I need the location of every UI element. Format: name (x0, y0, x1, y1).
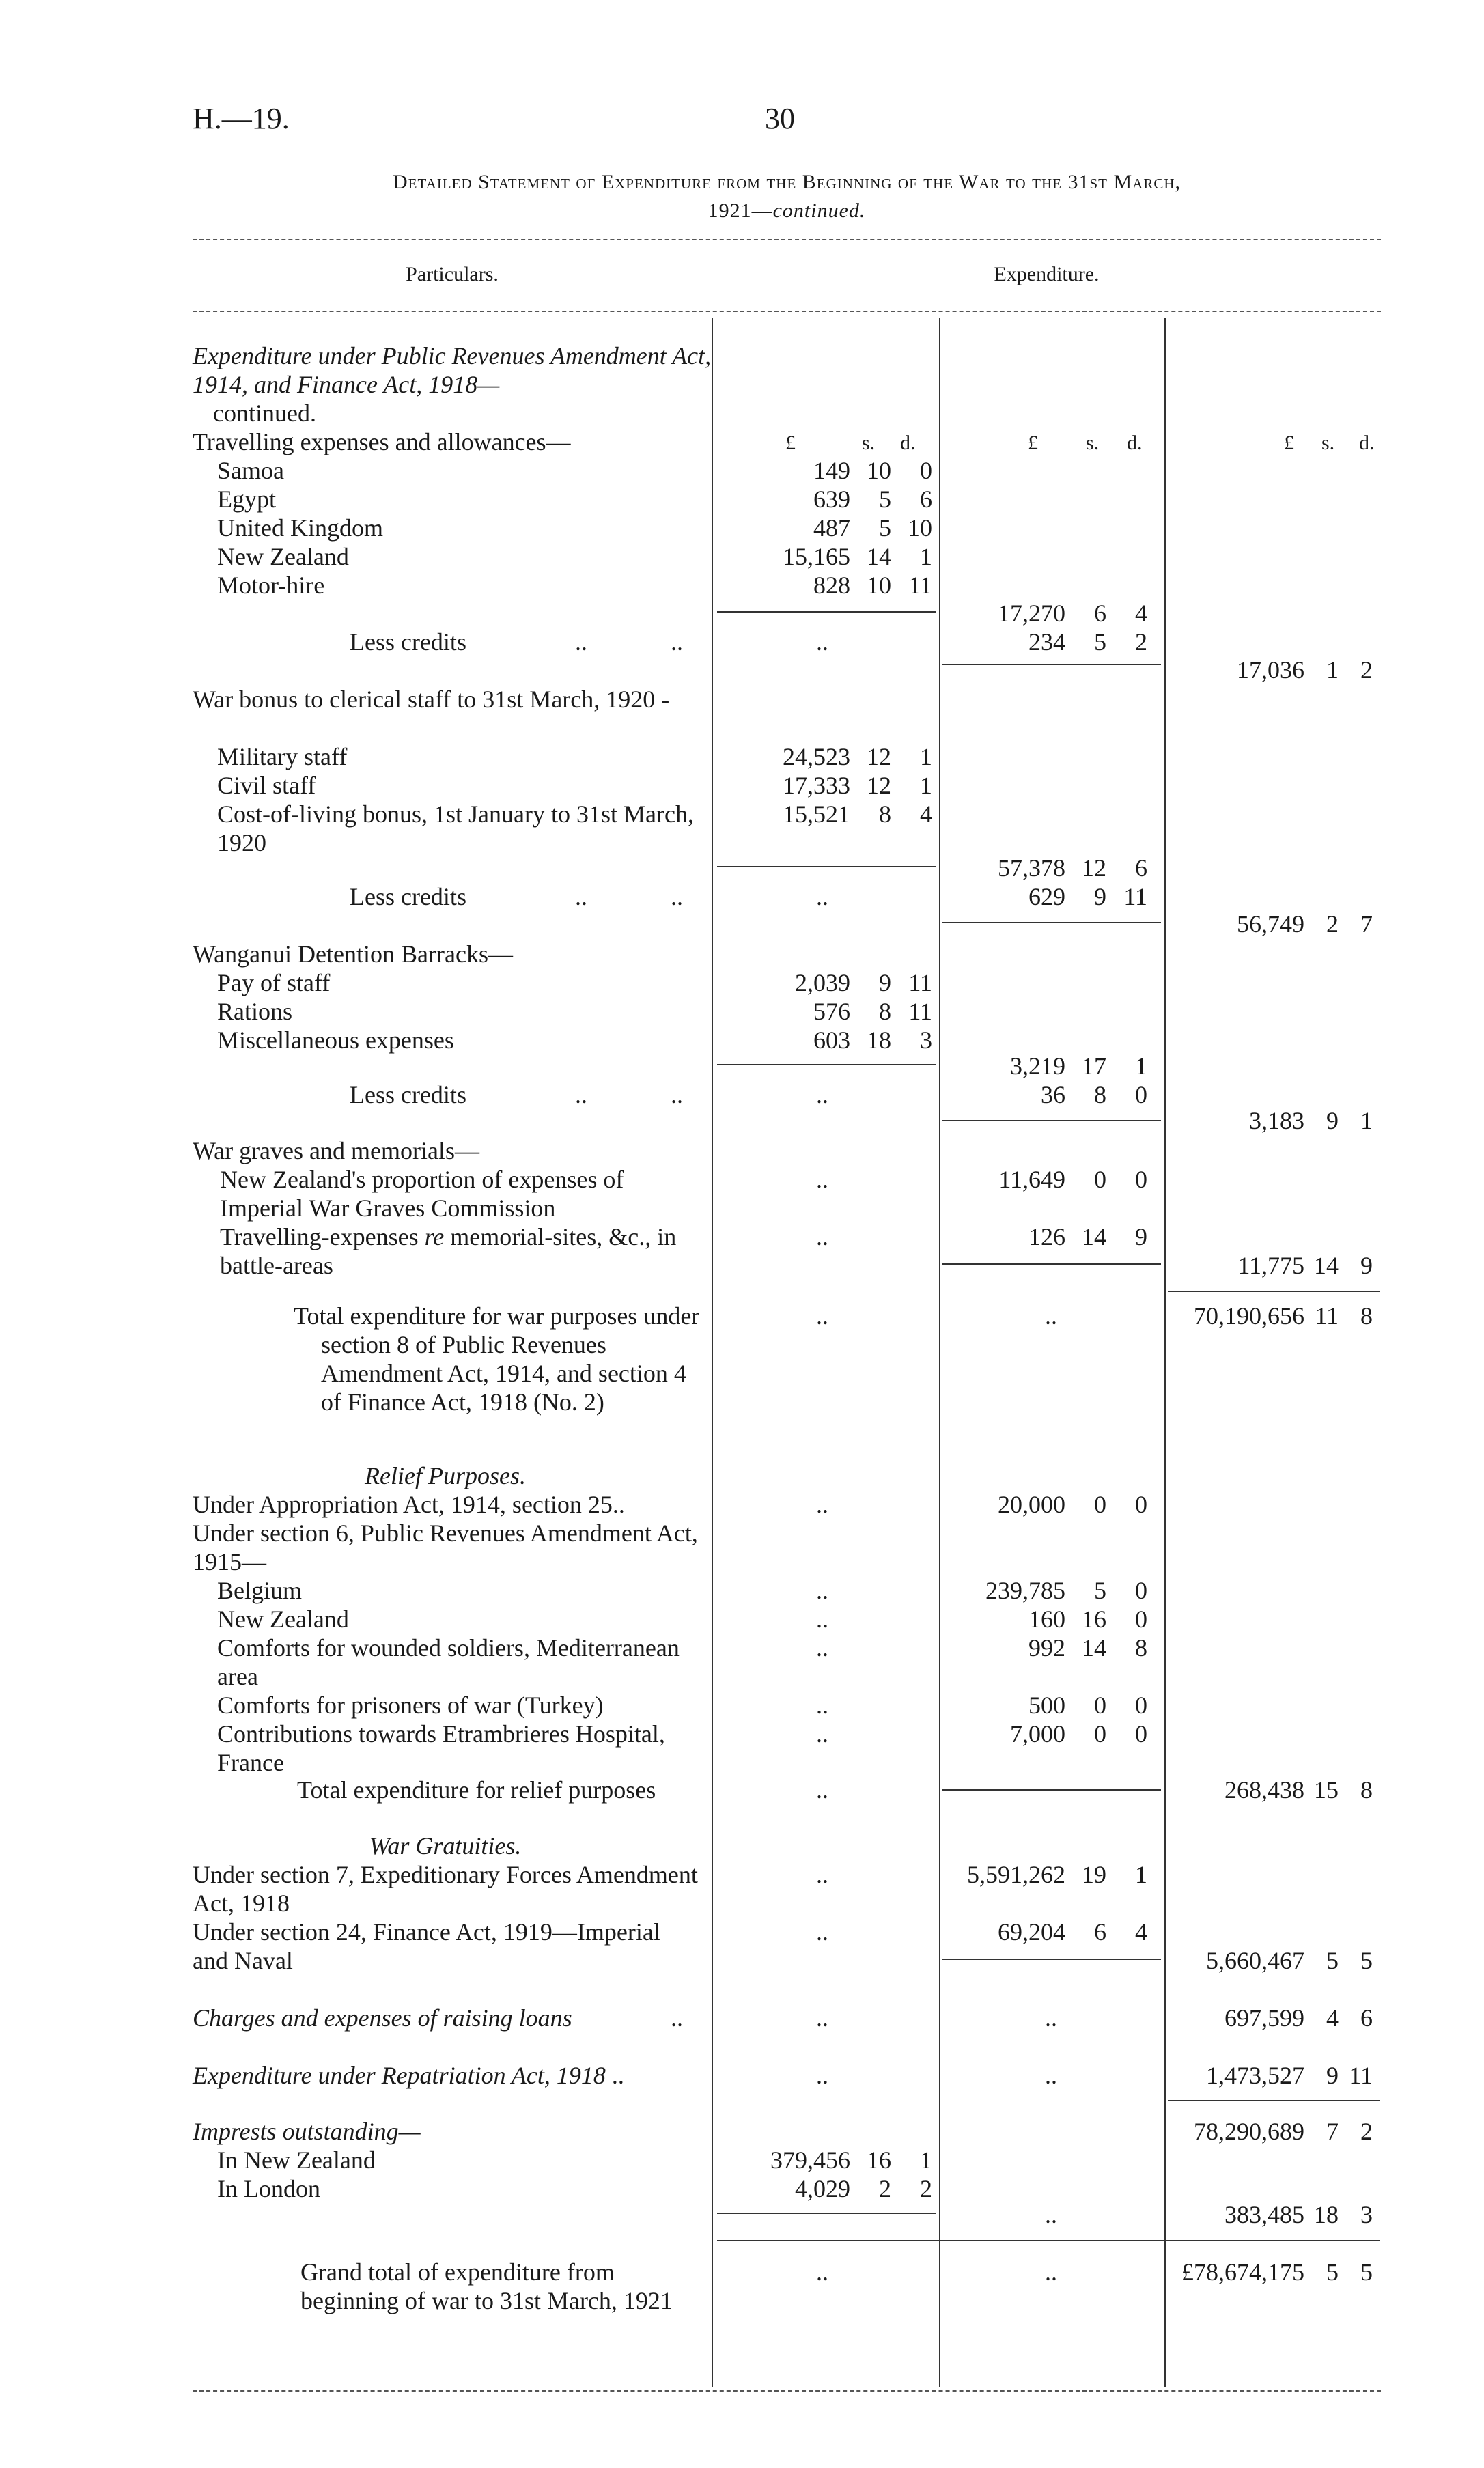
item-value-l: 160 (1028, 1605, 1065, 1633)
page-number: 30 (765, 102, 795, 135)
relief-total-d: 8 (1360, 1776, 1373, 1804)
relief-approp-s: 0 (1094, 1491, 1106, 1518)
item-dots: .. (816, 1577, 828, 1604)
relief-approp-dots: .. (816, 1491, 828, 1518)
bonus-net-l: 56,749 (1237, 910, 1304, 938)
wanganui-less-label: Less credits .. .. (350, 1081, 683, 1108)
currency-pence-2: d. (1127, 432, 1143, 454)
imprests-running-d: 2 (1360, 2118, 1373, 2145)
wanganui-less-s: 8 (1094, 1081, 1106, 1108)
travel-less-s: 5 (1094, 628, 1106, 656)
graves-net-rule (942, 1263, 1161, 1265)
travel-sub-rule (717, 611, 936, 613)
gratuities-item-2-l: 69,204 (998, 1918, 1065, 1946)
currency-shillings-3: s. (1321, 432, 1335, 454)
currency-pounds-1: £ (785, 432, 796, 454)
column-divider-2 (939, 318, 940, 2387)
item-value-l: 15,521 (783, 800, 850, 828)
item-value-l: 7,000 (1010, 1720, 1065, 1748)
relief-total-label: Total expenditure for relief purposes (297, 1776, 656, 1804)
graves-item-2-d: 9 (1135, 1223, 1147, 1250)
gratuities-item-2-s: 6 (1094, 1918, 1106, 1946)
grand-dots-2: .. (1045, 2258, 1057, 2286)
wanganui-net-l: 3,183 (1249, 1107, 1304, 1134)
bonus-less-l: 629 (1028, 883, 1065, 910)
total-war-d: 8 (1360, 1302, 1373, 1330)
item-dots: .. (816, 1605, 828, 1633)
relief-approp: Under Appropriation Act, 1914, section 25.. (193, 1491, 625, 1518)
graves-net-s: 14 (1314, 1252, 1339, 1279)
grand-total-d: 5 (1360, 2258, 1373, 2286)
graves-item-1-d: 0 (1135, 1166, 1147, 1193)
item-value-d: 8 (1135, 1634, 1147, 1661)
item-value-l: 603 (813, 1026, 850, 1054)
item-value-l: 17,333 (783, 772, 850, 799)
item-value-s: 8 (879, 800, 891, 828)
imprests-running-l: 78,290,689 (1194, 2118, 1304, 2145)
column-divider-3 (1164, 318, 1166, 2387)
item-value-l: 379,456 (770, 2146, 850, 2174)
item-value-s: 5 (879, 486, 891, 513)
repat-dots-1: .. (816, 2062, 828, 2089)
item-value-s: 16 (1082, 1605, 1106, 1633)
item-value-s: 5 (1094, 1577, 1106, 1604)
total-war-dots-2: .. (1045, 1302, 1057, 1330)
imprests-sub-rule (717, 2213, 936, 2214)
wanganui-less-l: 36 (1041, 1081, 1065, 1108)
grand-total-s: 5 (1326, 2258, 1339, 2286)
item-value-s: 14 (1082, 1634, 1106, 1661)
bonus-less-s: 9 (1094, 883, 1106, 910)
item-value-s: 10 (867, 457, 891, 484)
imprests-total-l: 383,485 (1224, 2201, 1304, 2228)
imprests-total-dots: .. (1045, 2201, 1057, 2228)
item-label: New Zealand (217, 543, 349, 570)
currency-pence-3: d. (1359, 432, 1375, 454)
travel-less-d: 2 (1135, 628, 1147, 656)
travel-subtotal-l: 17,270 (998, 600, 1065, 627)
loans-label: Charges and expenses of raising loans .. (193, 2004, 683, 2032)
item-value-d: 0 (920, 457, 932, 484)
currency-shillings-2: s. (1086, 432, 1100, 454)
gratuities-item-1: Under section 7, Expeditionary Forces Amendment Act, 1918 (193, 1861, 698, 1917)
wanganui-net-rule (942, 1120, 1161, 1121)
item-value-d: 3 (920, 1026, 932, 1054)
item-label: Samoa (217, 457, 284, 484)
gratuities-net-rule (942, 1959, 1161, 1960)
imprests-running-s: 7 (1326, 2118, 1339, 2145)
item-value-s: 12 (867, 772, 891, 799)
travel-subtotal-d: 4 (1135, 600, 1147, 627)
item-dots: .. (816, 1634, 828, 1661)
gratuities-net-l: 5,660,467 (1206, 1947, 1304, 1974)
item-value-l: 2,039 (795, 969, 850, 996)
header-rule-bottom (193, 311, 1381, 312)
repat-dots-2: .. (1045, 2062, 1057, 2089)
gratuities-item-2: Under section 24, Finance Act, 1919—Imperial and Naval (193, 1918, 660, 1974)
item-label: United Kingdom (217, 514, 383, 542)
grand-dots-1: .. (816, 2258, 828, 2286)
item-value-l: 639 (813, 486, 850, 513)
relief-heading: Relief Purposes. (365, 1462, 526, 1489)
gratuities-item-1-dots: .. (816, 1861, 828, 1888)
item-value-d: 0 (1135, 1692, 1147, 1719)
item-value-l: 576 (813, 998, 850, 1025)
item-value-l: 992 (1028, 1634, 1065, 1661)
wanganui-less-d: 0 (1135, 1081, 1147, 1108)
gratuities-net-d: 5 (1360, 1947, 1373, 1974)
item-value-s: 2 (879, 2175, 891, 2202)
currency-pence-1: d. (900, 432, 916, 454)
travel-subtotal-s: 6 (1094, 600, 1106, 627)
graves-item-1: New Zealand's proportion of expenses of Imperial War Graves Commission (220, 1166, 624, 1222)
item-value-d: 0 (1135, 1605, 1147, 1633)
grand-rule-top (717, 2240, 1380, 2241)
item-label: Pay of staff (217, 969, 331, 996)
bonus-net-d: 7 (1360, 910, 1373, 938)
item-value-l: 4,029 (795, 2175, 850, 2202)
grand-total-label: Grand total of expenditure from beginning of war to 31st March, 1921 (300, 2258, 673, 2314)
item-value-d: 0 (1135, 1577, 1147, 1604)
graves-item-1-l: 11,649 (998, 1166, 1065, 1193)
item-value-s: 14 (867, 543, 891, 570)
wanganui-sub-rule (717, 1064, 936, 1065)
imprests-total-s: 18 (1314, 2201, 1339, 2228)
travel-net-d: 2 (1360, 656, 1373, 684)
item-value-d: 10 (908, 514, 932, 542)
gratuities-item-1-l: 5,591,262 (967, 1861, 1065, 1888)
item-label: Cost-of-living bonus, 1st January to 31st March, 1920 (217, 800, 694, 856)
item-label: In New Zealand (217, 2146, 376, 2174)
pra-heading: Expenditure under Public Revenues Amendment Act, 1914, and Finance Act, 1918— (193, 342, 712, 398)
graves-item-2: Travelling-expenses re memorial-sites, &c., in battle-areas (220, 1223, 677, 1279)
item-value-d: 1 (920, 772, 932, 799)
imprests-total-d: 3 (1360, 2201, 1373, 2228)
header-rule-top (193, 239, 1381, 240)
wanganui-subtotal-s: 17 (1082, 1052, 1106, 1080)
item-label: Comforts for prisoners of war (Turkey) (217, 1692, 604, 1719)
item-value-s: 18 (867, 1026, 891, 1054)
total-war-dots-1: .. (816, 1302, 828, 1330)
item-value-d: 11 (908, 572, 932, 599)
loans-dots-1: .. (816, 2004, 828, 2032)
particulars-column-header: Particulars. (406, 263, 499, 285)
repat-d: 11 (1349, 2062, 1373, 2089)
statement-title: Detailed Statement of Expenditure from the Beginning of the War to the 31st March, (393, 171, 1181, 193)
travel-net-s: 1 (1326, 656, 1339, 684)
item-value-l: 239,785 (985, 1577, 1065, 1604)
item-value-s: 0 (1094, 1692, 1106, 1719)
item-label: Belgium (217, 1577, 302, 1604)
total-war-l: 70,190,656 (1194, 1302, 1304, 1330)
item-label: New Zealand (217, 1605, 349, 1633)
bonus-net-s: 2 (1326, 910, 1339, 938)
gratuities-item-1-d: 1 (1135, 1861, 1147, 1888)
wanganui-subtotal-d: 1 (1135, 1052, 1147, 1080)
item-value-d: 1 (920, 743, 932, 770)
item-value-l: 24,523 (783, 743, 850, 770)
gratuities-heading: War Gratuities. (369, 1832, 522, 1860)
item-label: Motor-hire (217, 572, 325, 599)
item-label: Rations (217, 998, 293, 1025)
item-dots: .. (816, 1692, 828, 1719)
wanganui-net-s: 9 (1326, 1107, 1339, 1134)
item-value-s: 0 (1094, 1720, 1106, 1748)
item-value-l: 149 (813, 457, 850, 484)
item-value-d: 2 (920, 2175, 932, 2202)
graves-item-1-dots: .. (816, 1166, 828, 1193)
bonus-less-label: Less credits .. .. (350, 883, 683, 910)
item-value-s: 16 (867, 2146, 891, 2174)
wanganui-less-dots: .. (816, 1081, 828, 1108)
item-value-l: 828 (813, 572, 850, 599)
gratuities-net-s: 5 (1326, 1947, 1339, 1974)
wanganui-heading: Wanganui Detention Barracks— (193, 940, 513, 968)
total-war-s: 11 (1315, 1302, 1339, 1330)
bonus-less-dots: .. (816, 883, 828, 910)
item-value-l: 487 (813, 514, 850, 542)
relief-total-s: 15 (1314, 1776, 1339, 1804)
gratuities-item-1-s: 19 (1082, 1861, 1106, 1888)
travel-net-l: 17,036 (1237, 656, 1304, 684)
travel-less-l: 234 (1028, 628, 1065, 656)
item-value-d: 0 (1135, 1720, 1147, 1748)
relief-sec6: Under section 6, Public Revenues Amendment Act, 1915— (193, 1519, 698, 1575)
travel-less-dots: .. (816, 628, 828, 656)
graves-item-1-s: 0 (1094, 1166, 1106, 1193)
item-label: In London (217, 2175, 320, 2202)
bonus-subtotal-s: 12 (1082, 854, 1106, 882)
item-value-d: 6 (920, 486, 932, 513)
travel-less-label: Less credits .. .. (350, 628, 683, 656)
bonus-subtotal-l: 57,378 (998, 854, 1065, 882)
item-label: Contributions towards Etrambrieres Hospital, France (217, 1720, 665, 1776)
graves-item-2-dots: .. (816, 1223, 828, 1250)
footer-rule (193, 2390, 1381, 2392)
graves-heading: War graves and memorials— (193, 1137, 479, 1164)
loans-d: 6 (1360, 2004, 1373, 2032)
wanganui-net-d: 1 (1360, 1107, 1373, 1134)
repat-label: Expenditure under Repatriation Act, 1918 .. (193, 2062, 624, 2089)
relief-approp-d: 0 (1135, 1491, 1147, 1518)
item-value-s: 10 (867, 572, 891, 599)
item-value-s: 9 (879, 969, 891, 996)
bonus-subtotal-d: 6 (1135, 854, 1147, 882)
item-value-s: 8 (879, 998, 891, 1025)
bonus-sub-rule (717, 866, 936, 867)
loans-l: 697,599 (1224, 2004, 1304, 2032)
graves-item-2-s: 14 (1082, 1223, 1106, 1250)
item-value-l: 500 (1028, 1692, 1065, 1719)
pra-continued: continued. (213, 399, 316, 427)
item-value-d: 11 (908, 969, 932, 996)
item-value-s: 5 (879, 514, 891, 542)
item-value-l: 15,165 (783, 543, 850, 570)
relief-total-dots: .. (816, 1776, 828, 1804)
relief-total-l: 268,438 (1224, 1776, 1304, 1804)
graves-net-l: 11,775 (1237, 1252, 1304, 1279)
bonus-less-d: 11 (1123, 883, 1147, 910)
expenditure-column-header: Expenditure. (994, 263, 1100, 285)
graves-total-rule (1168, 1291, 1380, 1292)
travel-heading: Travelling expenses and allowances— (193, 428, 571, 455)
imprests-heading: Imprests outstanding— (193, 2118, 421, 2145)
repat-l: 1,473,527 (1206, 2062, 1304, 2089)
loans-s: 4 (1326, 2004, 1339, 2032)
document-reference: H.—19. (193, 102, 290, 135)
item-value-d: 4 (920, 800, 932, 828)
item-label: Military staff (217, 743, 348, 770)
item-dots: .. (816, 1720, 828, 1748)
relief-approp-l: 20,000 (998, 1491, 1065, 1518)
loans-dots-2: .. (1045, 2004, 1057, 2032)
item-value-d: 1 (920, 2146, 932, 2174)
bonus-heading: War bonus to clerical staff to 31st March, 1920 - (193, 686, 670, 713)
item-label: Civil staff (217, 772, 316, 799)
graves-item-2-l: 126 (1028, 1223, 1065, 1250)
currency-pounds-3: £ (1284, 432, 1294, 454)
repat-rule (1168, 2100, 1380, 2101)
currency-shillings-1: s. (862, 432, 876, 454)
wanganui-subtotal-l: 3,219 (1010, 1052, 1065, 1080)
item-label: Miscellaneous expenses (217, 1026, 454, 1054)
item-value-d: 1 (920, 543, 932, 570)
graves-net-d: 9 (1360, 1252, 1373, 1279)
item-label: Comforts for wounded soldiers, Mediterranean area (217, 1634, 680, 1690)
gratuities-item-2-d: 4 (1135, 1918, 1147, 1946)
repat-s: 9 (1326, 2062, 1339, 2089)
grand-total-l: £78,674,175 (1181, 2258, 1304, 2286)
bonus-net-rule (942, 922, 1161, 923)
total-war-label: Total expenditure for war purposes under section 8 of Public Revenues Amendment Act, 1914, and section 4 of Finance Act, 1918 (No. 2) (294, 1302, 700, 1416)
statement-title-line2: 1921—continued. (708, 199, 866, 222)
gratuities-item-2-dots: .. (816, 1918, 828, 1946)
item-value-d: 11 (908, 998, 932, 1025)
relief-total-rule (942, 1789, 1161, 1791)
currency-pounds-2: £ (1028, 432, 1038, 454)
travel-net-rule (942, 664, 1161, 665)
item-label: Egypt (217, 486, 276, 513)
item-value-s: 12 (867, 743, 891, 770)
